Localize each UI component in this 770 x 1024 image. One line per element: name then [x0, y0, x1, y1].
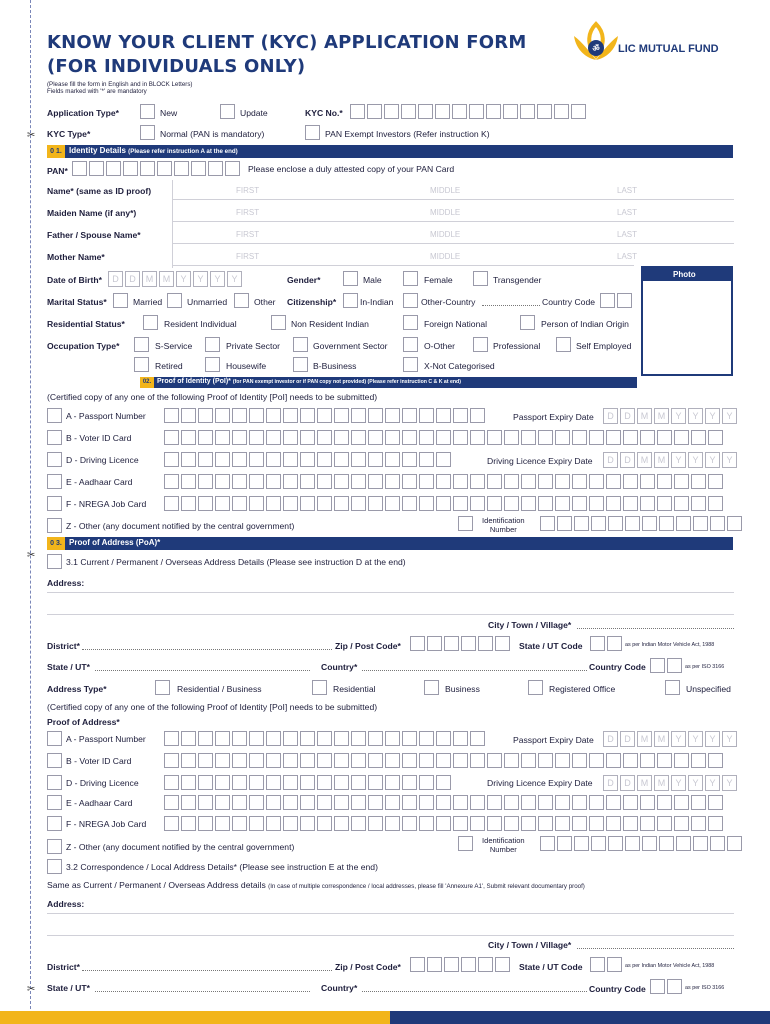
corr-city-input[interactable] — [577, 948, 734, 949]
same-as-line: Same as Current / Permanent / Overseas Address details (In case of multiple correspondence / local addresses, please fill 'Annexure A1', Submit relevant documentary proof) — [47, 880, 585, 890]
unspecified-label: Unspecified — [686, 684, 731, 694]
poa-identification-number-boxes[interactable] — [540, 836, 744, 851]
government-sector-checkbox[interactable] — [293, 337, 308, 352]
residential-label: Residential — [333, 684, 376, 694]
section-number: 0 1. — [47, 145, 65, 158]
current-address-checkbox[interactable] — [47, 554, 62, 569]
address-line-2[interactable] — [47, 614, 734, 615]
non-resident-checkbox[interactable] — [271, 315, 286, 330]
poa-nrega-boxes[interactable] — [164, 816, 725, 831]
married-checkbox[interactable] — [113, 293, 128, 308]
poa-nrega-label: F - NREGA Job Card — [66, 819, 147, 829]
in-indian-label: In-Indian — [360, 297, 394, 307]
other-country-label: Other-Country — [421, 297, 476, 307]
state-ut-input[interactable] — [95, 670, 310, 671]
foreign-national-checkbox[interactable] — [403, 315, 418, 330]
corr-state-ut-code-label: State / UT Code — [519, 962, 583, 972]
section-title: Proof of Address (PoA)* — [69, 538, 161, 547]
driving-licence-checkbox[interactable] — [47, 452, 62, 467]
passport-number-boxes[interactable] — [164, 408, 487, 423]
other-marital-checkbox[interactable] — [234, 293, 249, 308]
application-type-label: Application Type* — [47, 108, 119, 118]
other-country-input[interactable] — [482, 305, 540, 306]
poa-driving-label: D - Driving Licence — [66, 778, 139, 788]
new-checkbox[interactable] — [140, 104, 155, 119]
city-input[interactable] — [577, 628, 734, 629]
country-code-label: Country Code — [542, 297, 596, 307]
form-title-line2: (FOR INDIVIDUALS ONLY) — [47, 56, 306, 77]
kyc-no-boxes[interactable] — [350, 104, 588, 119]
mandatory-note: Fields marked with '*' are mandatory — [47, 88, 147, 95]
resident-individual-label: Resident Individual — [164, 319, 237, 329]
middle-placeholder: MIDDLE — [430, 208, 461, 217]
footer-bar-gold — [0, 1011, 390, 1024]
passport-expiry-boxes[interactable]: D D M M Y Y Y Y — [603, 408, 739, 424]
pio-checkbox[interactable] — [520, 315, 535, 330]
country-label: Country* — [321, 662, 358, 672]
poa-voter-boxes[interactable] — [164, 753, 725, 768]
o-other-checkbox[interactable] — [403, 337, 418, 352]
corr-country-code-label: Country Code — [589, 984, 646, 994]
poi-certified-note: (Certified copy of any one of the following Proof of Identity [PoI] needs to be submitted) — [47, 392, 378, 402]
residential-checkbox[interactable] — [312, 680, 327, 695]
first-placeholder: FIRST — [236, 208, 260, 217]
aadhaar-label: E - Aadhaar Card — [66, 477, 133, 487]
x-not-label: X-Not Categorised — [424, 361, 495, 371]
poa-driving-checkbox[interactable] — [47, 775, 62, 790]
photo-label: Photo — [673, 270, 696, 279]
corr-country-label: Country* — [321, 983, 358, 993]
unmarried-checkbox[interactable] — [167, 293, 182, 308]
poa-voter-label: B - Voter ID Card — [66, 756, 132, 766]
section-title: Proof of Identity (PoI)* (for PAN exempt investor or if PAN copy not provided) (Please refer instruction C & K at end) — [157, 378, 461, 385]
nrega-boxes[interactable] — [164, 496, 725, 511]
corr-address-line-1[interactable] — [47, 913, 734, 914]
passport-expiry-label: Passport Expiry Date — [513, 412, 594, 422]
poa-other-doc-type-box[interactable] — [458, 836, 473, 851]
lotus-logo-icon — [566, 18, 626, 68]
kyc-no-label: KYC No.* — [305, 108, 343, 118]
o-other-label: O-Other — [424, 341, 456, 351]
poa-aadhaar-label: E - Aadhaar Card — [66, 798, 133, 808]
business-checkbox[interactable] — [424, 680, 439, 695]
professional-label: Professional — [493, 341, 541, 351]
foreign-national-label: Foreign National — [424, 319, 488, 329]
last-placeholder: LAST — [617, 186, 638, 195]
corr-motor-act-note: as per Indian Motor Vehicle Act, 1988 — [625, 963, 715, 969]
state-ut-code-label: State / UT Code — [519, 641, 583, 651]
res-business-checkbox[interactable] — [155, 680, 170, 695]
current-address-heading: 3.1 Current / Permanent / Overseas Address Details (Please see instruction D at the end) — [66, 557, 406, 567]
private-sector-label: Private Sector — [226, 341, 280, 351]
father-input[interactable] — [172, 243, 734, 244]
first-placeholder: FIRST — [236, 186, 260, 195]
marital-label: Marital Status* — [47, 297, 107, 307]
update-label: Update — [240, 108, 268, 118]
female-checkbox[interactable] — [403, 271, 418, 286]
transgender-checkbox[interactable] — [473, 271, 488, 286]
state-ut-code-boxes[interactable] — [590, 636, 624, 651]
corr-state-ut-input[interactable] — [95, 991, 310, 992]
corr-iso-note: as per ISO 3166 — [685, 985, 725, 991]
poa-passport-checkbox[interactable] — [47, 731, 62, 746]
footer-bar-navy — [390, 1011, 770, 1024]
voter-id-checkbox[interactable] — [47, 430, 62, 445]
aadhaar-checkbox[interactable] — [47, 474, 62, 489]
other-country-checkbox[interactable] — [403, 293, 418, 308]
section-title: Identity Details (Please refer instruction A at the end) — [69, 146, 238, 155]
iso-note: as per ISO 3166 — [685, 664, 725, 670]
country-code-label: Country Code — [589, 662, 646, 672]
corr-city-label: City / Town / Village* — [488, 940, 572, 950]
married-label: Married — [133, 297, 163, 307]
proof-of-address-label: Proof of Address* — [47, 717, 120, 727]
photo-area — [643, 281, 731, 374]
first-placeholder: FIRST — [236, 252, 260, 261]
pan-exempt-checkbox[interactable] — [305, 125, 320, 140]
b-business-checkbox[interactable] — [293, 357, 308, 372]
father-label: Father / Spouse Name* — [47, 230, 141, 240]
nrega-checkbox[interactable] — [47, 496, 62, 511]
non-resident-label: Non Resident Indian — [291, 319, 369, 329]
poa-driving-boxes[interactable] — [164, 775, 453, 790]
name-label: Name* (same as ID proof) — [47, 186, 152, 196]
state-ut-label: State / UT* — [47, 662, 90, 672]
nrega-label: F - NREGA Job Card — [66, 499, 147, 509]
country-input[interactable] — [362, 670, 587, 671]
poa-dl-expiry-boxes[interactable]: D D M M Y Y Y Y — [603, 775, 739, 791]
voter-id-label: B - Voter ID Card — [66, 433, 132, 443]
last-placeholder: LAST — [617, 208, 638, 217]
b-business-label: B-Business — [313, 361, 357, 371]
dl-expiry-label: Driving Licence Expiry Date — [487, 456, 593, 466]
address-line-1[interactable] — [47, 592, 734, 593]
maiden-label: Maiden Name (if any*) — [47, 208, 137, 218]
photo-box[interactable] — [641, 266, 733, 376]
motor-act-note: as per Indian Motor Vehicle Act, 1988 — [625, 642, 715, 648]
middle-placeholder: MIDDLE — [430, 252, 461, 261]
dob-boxes[interactable]: D D M M Y Y Y Y — [108, 271, 244, 287]
pan-exempt-label: PAN Exempt Investors (Refer instruction K) — [325, 129, 490, 139]
corr-country-input[interactable] — [362, 991, 587, 992]
retired-label: Retired — [155, 361, 183, 371]
passport-label: A - Passport Number — [66, 411, 146, 421]
self-employed-label: Self Employed — [576, 341, 632, 351]
normal-label: Normal (PAN is mandatory) — [160, 129, 265, 139]
corr-zip-boxes[interactable] — [410, 957, 512, 972]
dl-expiry-boxes[interactable]: D D M M Y Y Y Y — [603, 452, 739, 468]
poa-certified-note: (Certified copy of any one of the following Proof of Identity [PoI] needs to be submitted) — [47, 702, 378, 712]
section-identity-details — [47, 145, 733, 158]
correspondence-heading: 3.2 Correspondence / Local Address Details* (Please see instruction E at the end) — [66, 862, 378, 872]
mother-input[interactable] — [172, 265, 634, 266]
x-not-checkbox[interactable] — [403, 357, 418, 372]
female-label: Female — [424, 275, 453, 285]
pan-boxes[interactable] — [72, 161, 242, 176]
district-label: District* — [47, 641, 80, 651]
poa-passport-expiry-label: Passport Expiry Date — [513, 735, 594, 745]
poa-aadhaar-checkbox[interactable] — [47, 795, 62, 810]
corr-country-code-boxes[interactable] — [650, 979, 684, 994]
new-label: New — [160, 108, 178, 118]
section-proof-of-address — [47, 537, 733, 550]
zip-label: Zip / Post Code* — [335, 641, 401, 651]
other-doc-checkbox[interactable] — [47, 518, 62, 533]
poa-dl-expiry-label: Driving Licence Expiry Date — [487, 778, 593, 788]
corr-address-label: Address: — [47, 899, 85, 909]
voter-id-boxes[interactable] — [164, 430, 725, 445]
res-business-label: Residential / Business — [177, 684, 262, 694]
kyc-type-label: KYC Type* — [47, 129, 91, 139]
scissors-icon: ✂ — [27, 550, 36, 561]
transgender-label: Transgender — [493, 275, 542, 285]
zip-boxes[interactable] — [410, 636, 512, 651]
identification-number-boxes[interactable] — [540, 516, 744, 531]
update-checkbox[interactable] — [220, 104, 235, 119]
section-number: 02. — [140, 377, 154, 388]
poa-identification-number-label: Identification Number — [482, 836, 525, 854]
residential-status-label: Residential Status* — [47, 319, 125, 329]
other-doc-type-box[interactable] — [458, 516, 473, 531]
last-placeholder: LAST — [617, 230, 638, 239]
corr-district-input[interactable] — [82, 970, 332, 971]
corr-district-label: District* — [47, 962, 80, 972]
poa-other-doc-checkbox[interactable] — [47, 839, 62, 854]
mother-label: Mother Name* — [47, 252, 105, 262]
corr-state-ut-code-boxes[interactable] — [590, 957, 624, 972]
poa-passport-expiry-boxes[interactable]: D D M M Y Y Y Y — [603, 731, 739, 747]
citizenship-label: Citizenship* — [287, 297, 337, 307]
corr-state-ut-label: State / UT* — [47, 983, 90, 993]
registered-office-checkbox[interactable] — [528, 680, 543, 695]
fill-note: (Please fill the form in English and in BLOCK Letters) — [47, 81, 193, 88]
form-title-line1: KNOW YOUR CLIENT (KYC) APPLICATION FORM — [47, 32, 527, 53]
country-code-boxes[interactable] — [650, 658, 684, 673]
district-input[interactable] — [82, 649, 332, 650]
identification-number-label: Identification Number — [482, 516, 525, 534]
city-label: City / Town / Village* — [488, 620, 572, 630]
poa-passport-label: A - Passport Number — [66, 734, 146, 744]
occupation-label: Occupation Type* — [47, 341, 120, 351]
corr-zip-label: Zip / Post Code* — [335, 962, 401, 972]
housewife-label: Housewife — [226, 361, 267, 371]
male-checkbox[interactable] — [343, 271, 358, 286]
pio-label: Person of Indian Origin — [541, 319, 629, 329]
gender-label: Gender* — [287, 275, 321, 285]
normal-checkbox[interactable] — [140, 125, 155, 140]
name-divider — [172, 180, 173, 268]
first-placeholder: FIRST — [236, 230, 260, 239]
middle-placeholder: MIDDLE — [430, 230, 461, 239]
address-type-label: Address Type* — [47, 684, 107, 694]
address-label: Address: — [47, 578, 85, 588]
unmarried-label: Unmarried — [187, 297, 228, 307]
housewife-checkbox[interactable] — [205, 357, 220, 372]
scissors-icon: ✂ — [27, 130, 36, 141]
brand-logo — [566, 18, 741, 68]
passport-checkbox[interactable] — [47, 408, 62, 423]
correspondence-checkbox[interactable] — [47, 859, 62, 874]
maiden-input[interactable] — [172, 221, 734, 222]
driving-licence-boxes[interactable] — [164, 452, 453, 467]
corr-address-line-2[interactable] — [47, 935, 734, 936]
other-marital-label: Other — [254, 297, 276, 307]
s-service-label: S-Service — [155, 341, 193, 351]
brand-name: LIC MUTUAL FUND — [618, 43, 719, 55]
last-placeholder: LAST — [617, 252, 638, 261]
government-sector-label: Government Sector — [313, 341, 388, 351]
middle-placeholder: MIDDLE — [430, 186, 461, 195]
svg-text:ॐ: ॐ — [592, 44, 600, 53]
poa-other-doc-label: Z - Other (any document notified by the central government) — [66, 842, 295, 852]
cut-line — [30, 0, 31, 1024]
self-employed-checkbox[interactable] — [556, 337, 571, 352]
business-label: Business — [445, 684, 480, 694]
registered-office-label: Registered Office — [549, 684, 616, 694]
poa-passport-boxes[interactable] — [164, 731, 487, 746]
poa-nrega-checkbox[interactable] — [47, 816, 62, 831]
male-label: Male — [363, 275, 382, 285]
driving-licence-label: D - Driving Licence — [66, 455, 139, 465]
dob-label: Date of Birth* — [47, 275, 102, 285]
poa-voter-checkbox[interactable] — [47, 753, 62, 768]
retired-checkbox[interactable] — [134, 357, 149, 372]
name-input[interactable] — [172, 199, 734, 200]
unspecified-checkbox[interactable] — [665, 680, 680, 695]
scissors-icon: ✂ — [27, 984, 36, 995]
professional-checkbox[interactable] — [473, 337, 488, 352]
s-service-checkbox[interactable] — [134, 337, 149, 352]
private-sector-checkbox[interactable] — [205, 337, 220, 352]
pan-note: Please enclose a duly attested copy of your PAN Card — [248, 164, 455, 174]
in-indian-checkbox[interactable] — [343, 293, 358, 308]
other-doc-label: Z - Other (any document notified by the central government) — [66, 521, 295, 531]
aadhaar-boxes[interactable] — [164, 474, 725, 489]
section-proof-of-identity — [140, 377, 637, 388]
poa-aadhaar-boxes[interactable] — [164, 795, 725, 810]
country-code-boxes[interactable] — [600, 293, 634, 308]
pan-label: PAN* — [47, 166, 68, 176]
section-number: 0 3. — [47, 537, 65, 550]
resident-individual-checkbox[interactable] — [143, 315, 158, 330]
